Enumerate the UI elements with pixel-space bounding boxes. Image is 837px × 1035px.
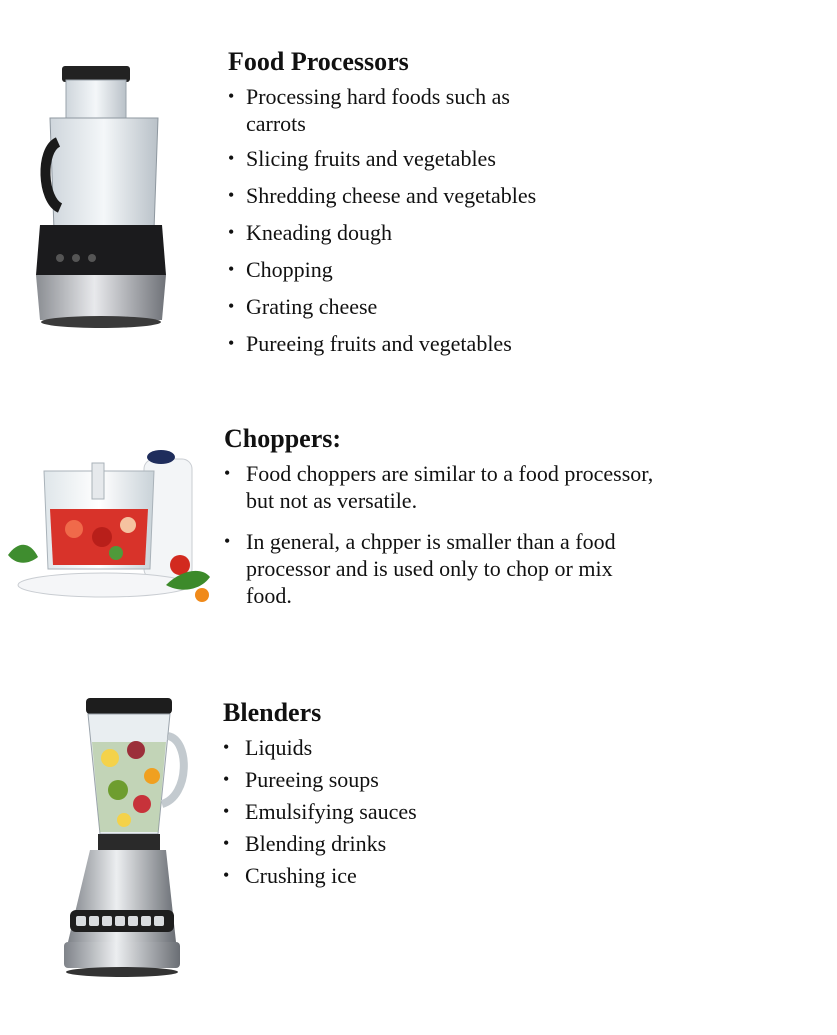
bullet-list — [223, 734, 643, 889]
food-processors-section — [228, 47, 648, 367]
list-item: • Pureeing soups — [223, 766, 643, 793]
blender-illustration — [58, 692, 193, 982]
list-item: • Crushing ice — [223, 862, 643, 889]
blenders-section — [223, 698, 643, 894]
list-item: • Pureeing fruits and vegetables — [228, 330, 648, 357]
list-item: • Grating cheese — [228, 293, 648, 320]
list-item: • Liquids — [223, 734, 643, 761]
section-heading: Choppers: — [224, 424, 342, 453]
section-heading: Food Processors — [228, 47, 409, 76]
food-processor-illustration — [30, 60, 175, 335]
list-item: • Blending drinks — [223, 830, 643, 857]
list-item: • Slicing fruits and vegetables — [228, 145, 648, 172]
list-item: • Emulsifying sauces — [223, 798, 643, 825]
choppers-section — [224, 424, 654, 623]
bullet-list — [224, 460, 654, 609]
food-chopper-illustration — [4, 445, 219, 605]
section-heading: Blenders — [223, 698, 322, 727]
list-item: • Kneading dough — [228, 219, 648, 246]
bullet-list — [228, 83, 648, 357]
list-item: • Chopping — [228, 256, 648, 283]
list-item: • In general, a chpper is smaller than a food processor and is used only to chop or mix food. — [224, 528, 654, 609]
list-item: • Shredding cheese and vegetables — [228, 182, 648, 209]
list-item: • Food choppers are similar to a food processor, but not as versatile. — [224, 460, 654, 514]
list-item: • Processing hard foods such as carrots — [228, 83, 546, 137]
